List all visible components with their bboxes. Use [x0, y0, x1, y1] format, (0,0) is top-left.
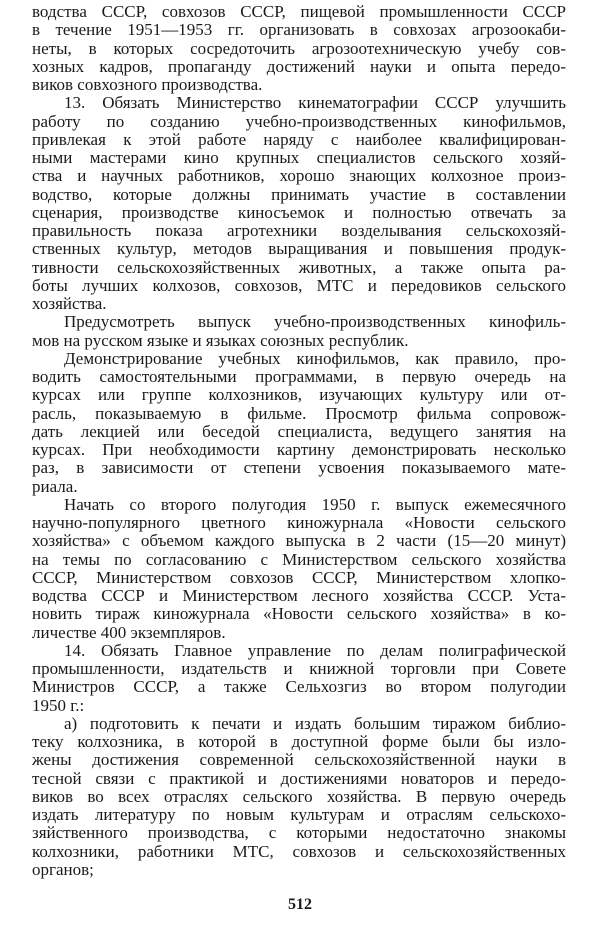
text-line: неты, в которых сосредоточить агрозоотехническую учебу сов-: [32, 38, 566, 58]
text-line: Демонстрирование учебных кинофильмов, как правило, про-: [64, 348, 566, 368]
text-line: Министров СССР, а также Сельхозгиз во втором полугодии: [32, 677, 566, 697]
text-line: дать лекцией или беседой специалиста, ведущего занятия на: [32, 421, 566, 441]
page-number: 512: [288, 896, 312, 913]
text-line: мов на русском языке и языках союзных республик.: [32, 330, 409, 350]
text-line: Начать со второго полугодия 1950 г. выпуск ежемесячного: [64, 494, 566, 514]
text-line: виков совхозного производства.: [32, 75, 263, 94]
text-line: промышленности, издательств и книжной торговли при Совете: [32, 659, 566, 678]
text-line: курсах. При необходимости картину демонстрировать несколько: [32, 440, 566, 459]
text-line: правильность показа агротехники возделывания сельскохозяй-: [32, 221, 566, 240]
text-line: в течение 1951—1953 гг. организовать в совхозах агрозоокаби-: [32, 20, 566, 40]
text-line: личестве 400 экземпляров.: [32, 622, 226, 642]
text-line: органов;: [32, 859, 94, 879]
text-line: водства СССР, совхозов СССР, пищевой промышленности СССР: [32, 2, 566, 21]
paragraph: [32, 496, 566, 642]
text-line: водить самостоятельными программами, в первую очередь на: [32, 367, 566, 386]
text-line: теку колхозника, в которой в доступной форме были бы изло-: [32, 732, 566, 751]
text-line: сценария, производстве киносъемок и полностью отвечать за: [32, 202, 566, 222]
text-line: хозных кадров, пропаганду достижений науки и опыта передо-: [32, 56, 566, 76]
text-line: водства СССР и Министерством лесного хозяйства СССР. Уста-: [32, 586, 566, 605]
page-body: [32, 3, 566, 879]
text-line: ственных культур, методов выращивания и повышения продук-: [32, 239, 566, 259]
text-line: хозяйства.: [32, 294, 107, 313]
text-line: 1950 г.:: [32, 695, 85, 715]
text-line: курсах или группе колхозников, изучающих культуру или от-: [32, 385, 566, 405]
text-line: боты лучших колхозов, совхозов, МТС и передовиков сельского: [32, 275, 566, 295]
paragraph: [32, 350, 566, 496]
text-line: виков во всех отраслях сельского хозяйства. В первую очередь: [32, 786, 566, 806]
text-line: а) подготовить к печати и издать большим тиражом библио-: [64, 713, 566, 733]
text-line: ными мастерами кино крупных специалистов сельского хозяй-: [32, 148, 566, 167]
text-line: на темы по согласованию с Министерством сельского хозяйства: [32, 549, 566, 569]
text-line: привлекая к этой работе наряду с наиболее квалифицирован-: [32, 129, 566, 149]
text-line: хозяйства» с объемом каждого выпуска в 2 части (15—20 минут): [32, 531, 566, 551]
text-line: зяйственного производства, с которыми недостаточно знакомы: [32, 823, 566, 843]
text-line: работу по созданию учебно-производственных кинофильмов,: [32, 111, 566, 131]
paragraph: [32, 94, 566, 313]
text-line: жены достижения современной сельскохозяйственной науки в: [32, 750, 566, 770]
text-line: колхозники, работники МТС, совхозов и сельскохозяйственных: [32, 841, 566, 861]
text-line: ства и научных работников, хорошо знающих колхозное произ-: [32, 166, 566, 186]
paragraph: [32, 313, 566, 350]
text-line: 13. Обязать Министерство кинематографии СССР улучшить: [64, 93, 566, 113]
text-line: Предусмотреть выпуск учебно-производственных кинофиль-: [64, 312, 566, 332]
text-line: издать литературу по новым культурам и отраслям сельскохо-: [32, 805, 566, 824]
text-line: водство, которые должны принимать участие в составлении: [32, 184, 566, 204]
text-line: 14. Обязать Главное управление по делам полиграфической: [64, 640, 566, 660]
text-line: тивности сельскохозяйственных животных, а также опыта ра-: [32, 257, 566, 277]
text-line: расль, показываемую в фильме. Просмотр фильма сопровож-: [32, 403, 566, 423]
text-line: научно-популярного цветного киножурнала «Новости сельского: [32, 513, 566, 532]
paragraph: [32, 642, 566, 715]
paragraph: [32, 3, 566, 94]
paragraph: [32, 715, 566, 879]
text-line: новить тираж киножурнала «Новости сельского хозяйства» в ко-: [32, 604, 566, 624]
text-line: СССР, Министерством совхозов СССР, Министерством хлопко-: [32, 567, 566, 587]
text-line: риала.: [32, 476, 78, 496]
text-line: раз, в зависимости от степени усвоения показываемого мате-: [32, 458, 566, 478]
text-line: тесной связи с практикой и достижениями новаторов и передо-: [32, 768, 566, 788]
